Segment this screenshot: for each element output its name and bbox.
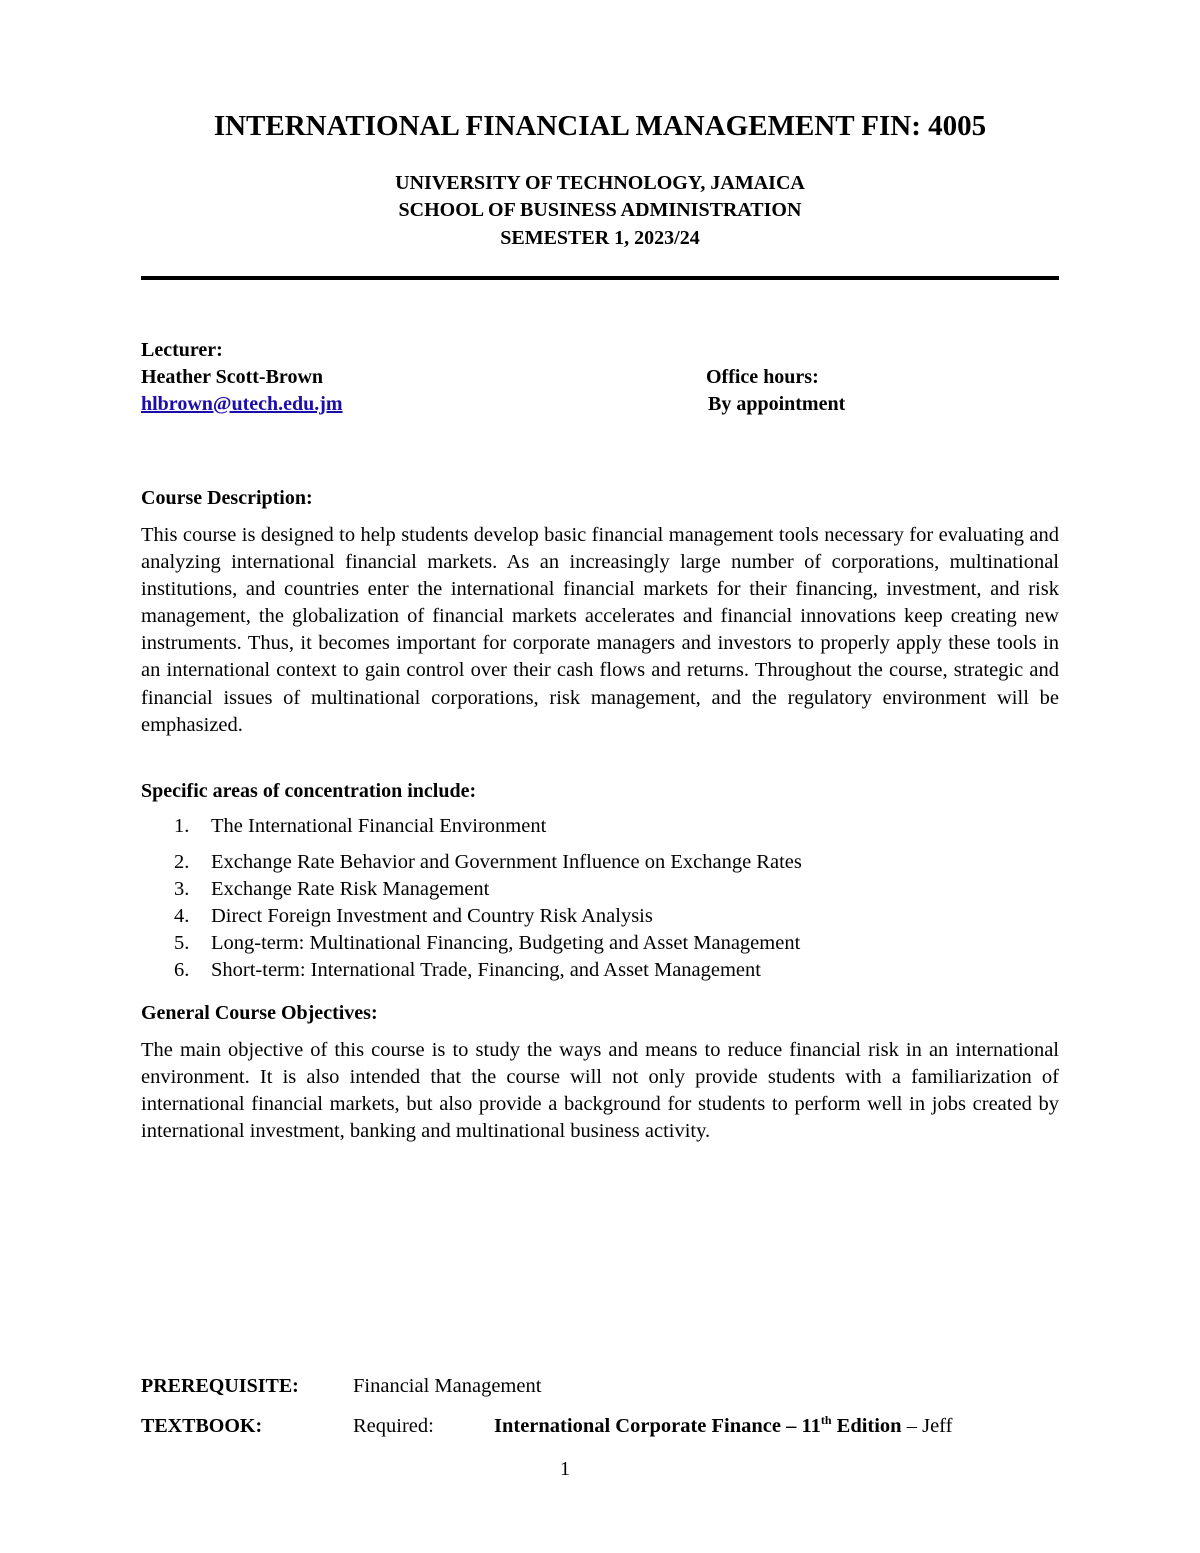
textbook-title [494, 1413, 952, 1439]
list-item-text: The International Financial Environment [211, 815, 547, 837]
objectives-text: The main objective of this course is to study the ways and means to reduce financial risk in an international environment. It is also intended that the course will not only provide students with a familiarization of international financial markets, but also provide a background for students to perform well in jobs created by international investment, banking and multinational business activity. [141, 1039, 1059, 1143]
lecturer-label: Lecturer: [141, 339, 223, 361]
list-item-number: 6. [174, 959, 190, 981]
list-item-text: Short-term: International Trade, Financing, and Asset Management [211, 959, 761, 981]
textbook-required-label: Required: [353, 1415, 434, 1437]
objectives-heading: General Course Objectives: [141, 1002, 378, 1024]
list-item-number: 3. [174, 878, 190, 900]
lecturer-name: Heather Scott-Brown [141, 366, 324, 388]
prerequisite-value: Financial Management [353, 1375, 542, 1397]
office-hours-value: By appointment [708, 393, 846, 415]
list-item-number: 5. [174, 932, 190, 954]
textbook-title-part1: International Corporate Finance – 11 [494, 1415, 821, 1437]
course-description-heading: Course Description: [141, 487, 313, 509]
office-hours-label: Office hours: [706, 366, 819, 388]
list-item-text: Direct Foreign Investment and Country Risk Analysis [211, 905, 653, 927]
textbook-title-superscript: th [820, 1413, 832, 1428]
prerequisite-label: PREREQUISITE: [141, 1375, 299, 1397]
textbook-title-part2: Edition [831, 1415, 902, 1437]
lecturer-email-link[interactable]: hlbrown@utech.edu.jm [141, 393, 343, 415]
semester: SEMESTER 1, 2023/24 [500, 227, 700, 249]
course-description-text: This course is designed to help students develop basic financial management tools necessary for evaluating and analyzing international financial markets. As an increasingly large number of corporations, multinational institutions, and countries enter the international financial markets for their financing, investment, and risk management, the globalization of financial markets accelerates and financial innovations keep creating new instruments. Thus, it becomes important for corporate managers and investors to properly apply these tools in an international context to gain control over their cash flows and returns. Throughout the course, strategic and financial issues of multinational corporations, risk management, and the regulatory environment will be emphasized. [141, 524, 1059, 736]
document-title: INTERNATIONAL FINANCIAL MANAGEMENT FIN: 4005 [213, 110, 987, 142]
page-number: 1 [560, 1458, 570, 1480]
list-item-number: 2. [174, 851, 190, 873]
textbook-label: TEXTBOOK: [141, 1415, 263, 1437]
school-name: SCHOOL OF BUSINESS ADMINISTRATION [398, 199, 802, 221]
list-item-text: Long-term: Multinational Financing, Budgeting and Asset Management [211, 932, 801, 954]
list-item-number: 4. [174, 905, 190, 927]
list-item-text: Exchange Rate Behavior and Government Influence on Exchange Rates [211, 851, 802, 873]
textbook-author: – Jeff [901, 1415, 953, 1437]
list-item-number: 1. [174, 815, 190, 837]
university-name: UNIVERSITY OF TECHNOLOGY, JAMAICA [395, 172, 805, 194]
header-divider [141, 276, 1059, 280]
list-item-text: Exchange Rate Risk Management [211, 878, 490, 900]
areas-heading: Specific areas of concentration include: [141, 780, 477, 802]
